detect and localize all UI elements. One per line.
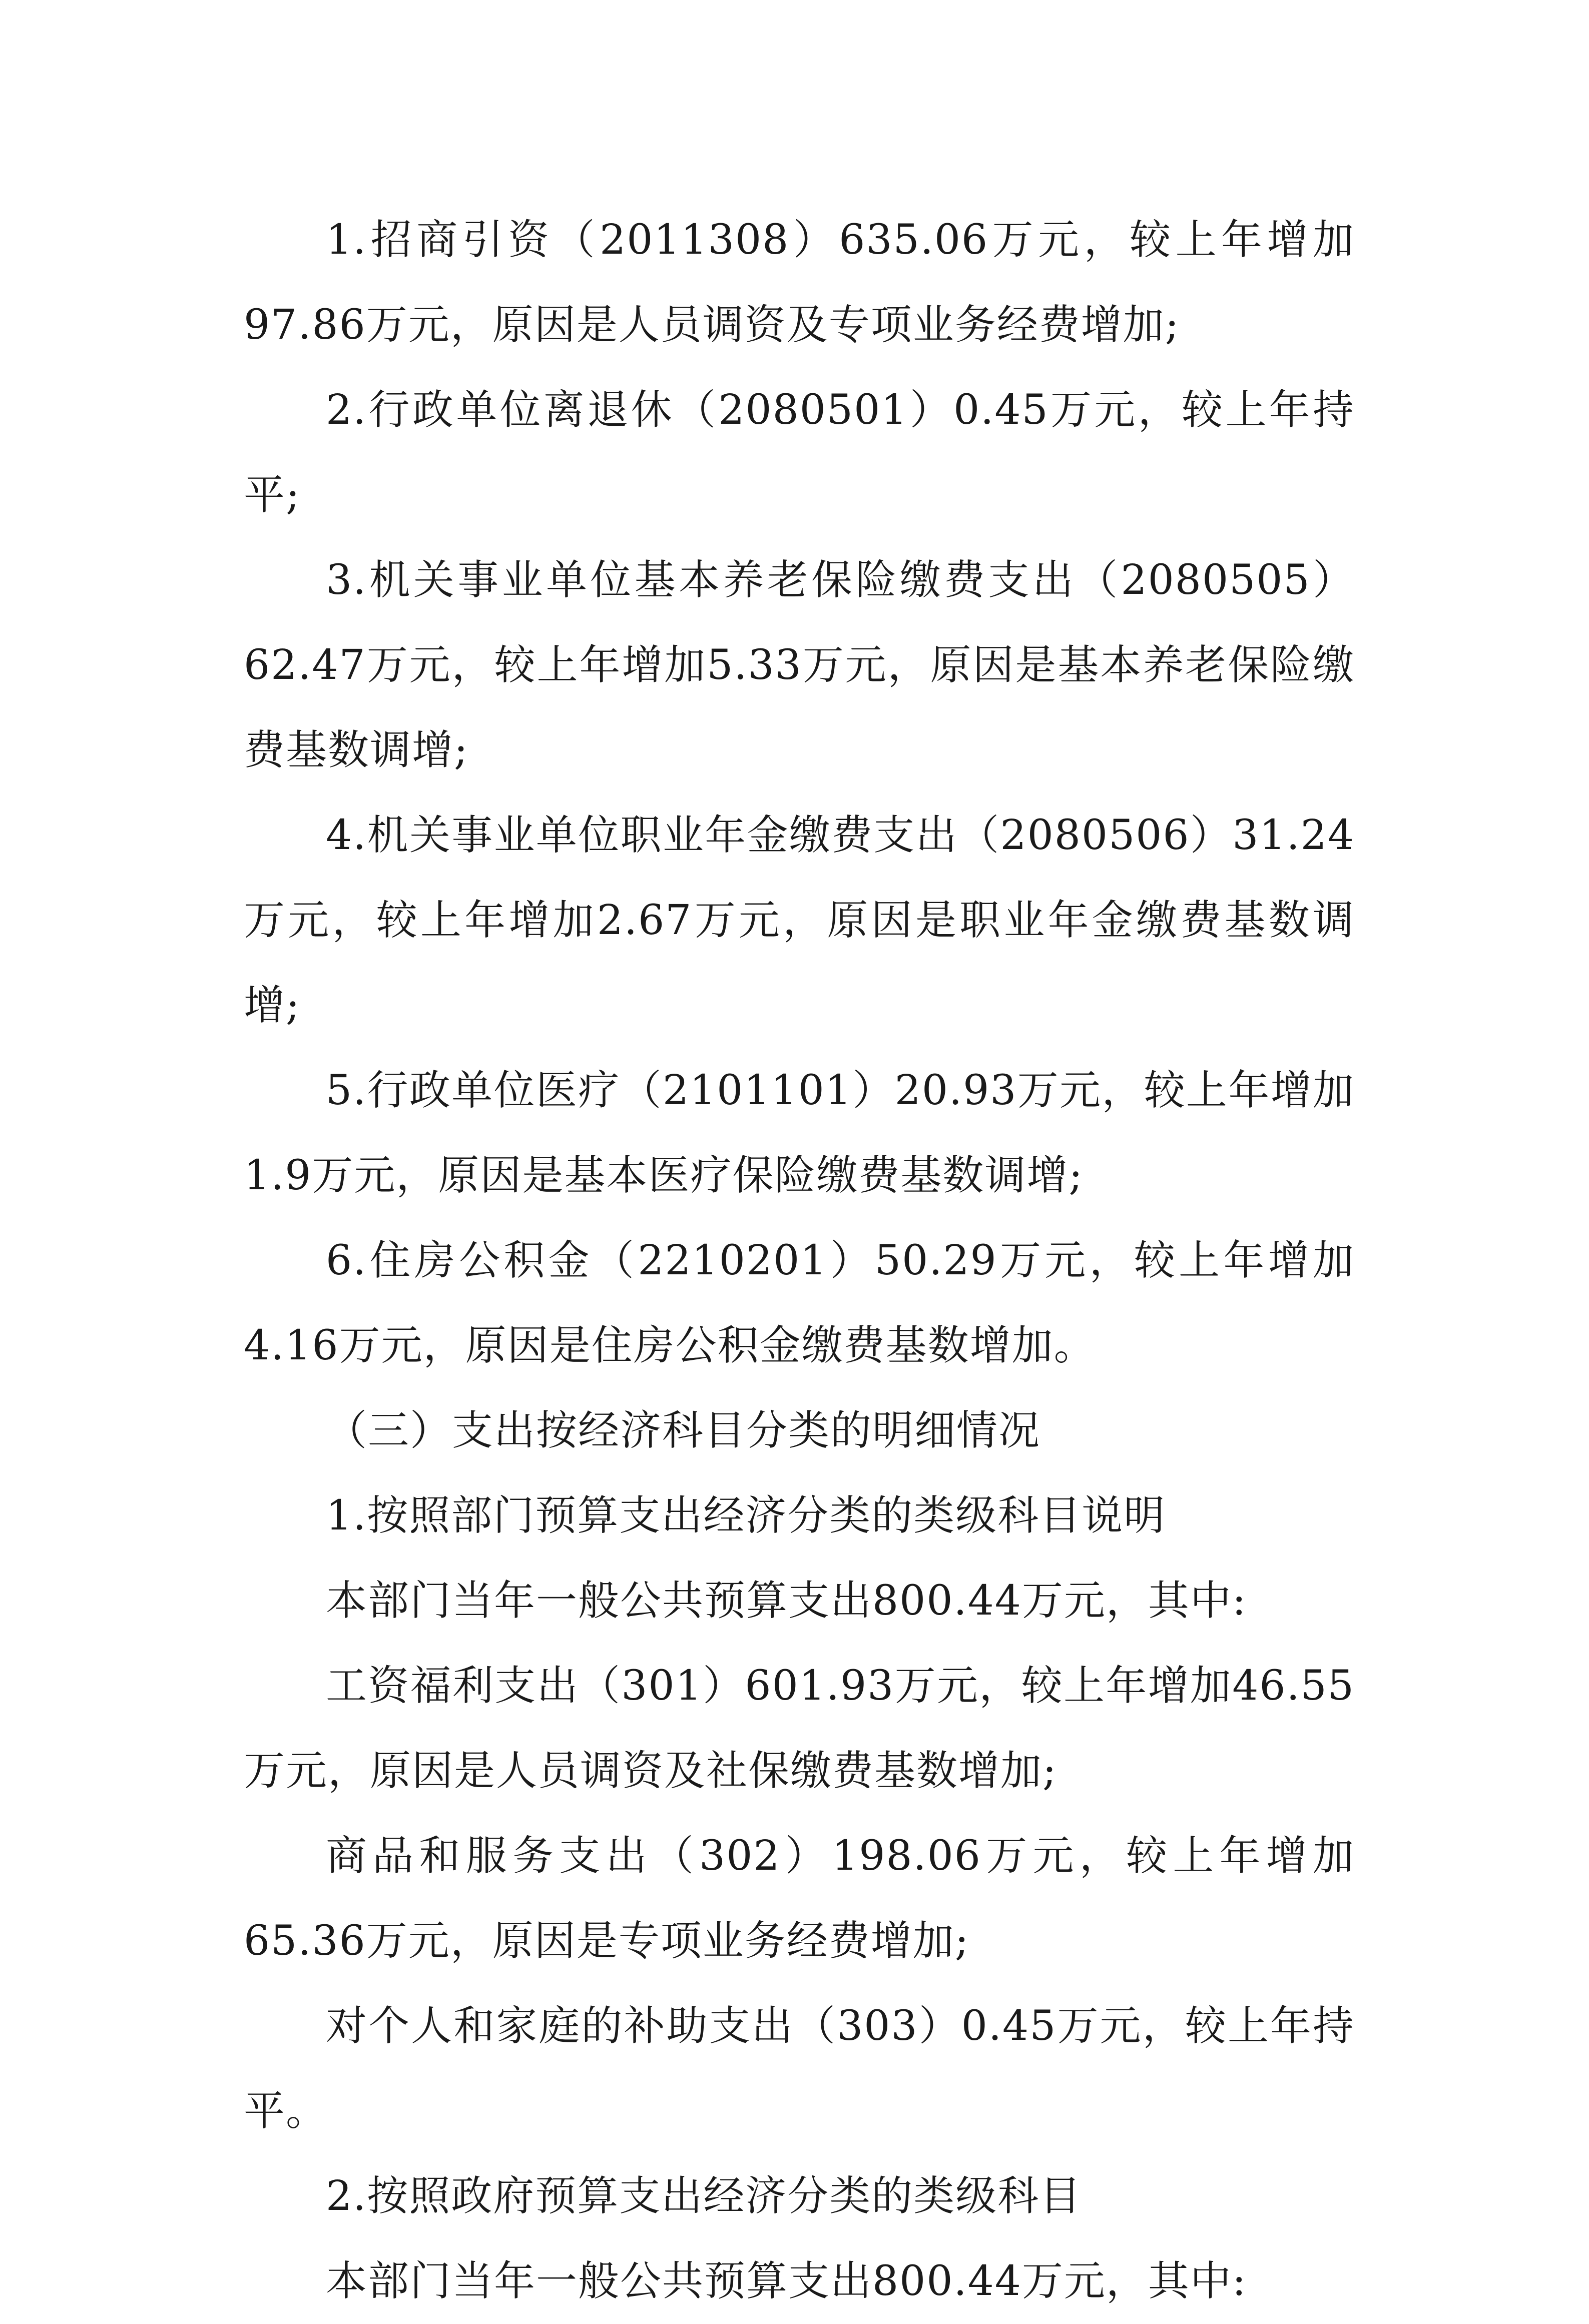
paragraph-total-expenditure-2: 本部门当年一般公共预算支出800.44万元，其中: bbox=[326, 2257, 1247, 2305]
paragraph-investment: 1.招商引资（2011308）635.06万元，较上年增加97.86万元，原因是人员调资及专项业务经费增加; bbox=[244, 216, 1355, 349]
paragraph-dept-budget-heading: 1.按照部门预算支出经济分类的类级科目说明 bbox=[326, 1492, 1166, 1539]
section-heading-economic-classification: （三）支出按经济科目分类的明细情况 bbox=[326, 1407, 1041, 1454]
paragraph-gov-budget-heading: 2.按照政府预算支出经济分类的类级科目 bbox=[326, 2172, 1082, 2220]
paragraph-household-subsidy: 对个人和家庭的补助支出（303）0.45万元，较上年持平。 bbox=[244, 2002, 1355, 2135]
paragraph-wages-welfare: 工资福利支出（301）601.93万元，较上年增加46.55万元，原因是人员调资及社保缴费基数增加; bbox=[244, 1662, 1355, 1795]
paragraph-total-expenditure: 本部门当年一般公共预算支出800.44万元，其中: bbox=[326, 1577, 1247, 1625]
paragraph-medical: 5.行政单位医疗（2101101）20.93万元，较上年增加1.9万元，原因是基本医疗保险缴费基数调增; bbox=[244, 1067, 1355, 1199]
paragraph-occupational-annuity: 4.机关事业单位职业年金缴费支出（2080506）31.24万元，较上年增加2.67万元，原因是职业年金缴费基数调增; bbox=[244, 812, 1355, 1029]
body-text bbox=[244, 198, 1355, 2324]
paragraph-pension-insurance: 3.机关事业单位基本养老保险缴费支出（2080505）62.47万元，较上年增加5.33万元，原因是基本养老保险缴费基数调增; bbox=[244, 556, 1355, 774]
paragraph-housing-fund: 6.住房公积金（2210201）50.29万元，较上年增加4.16万元，原因是住房公积金缴费基数增加。 bbox=[244, 1237, 1355, 1369]
paragraph-goods-services: 商品和服务支出（302）198.06万元，较上年增加65.36万元，原因是专项业务经费增加; bbox=[244, 1832, 1355, 1965]
paragraph-retirement: 2.行政单位离退休（2080501）0.45万元，较上年持平; bbox=[244, 386, 1355, 519]
